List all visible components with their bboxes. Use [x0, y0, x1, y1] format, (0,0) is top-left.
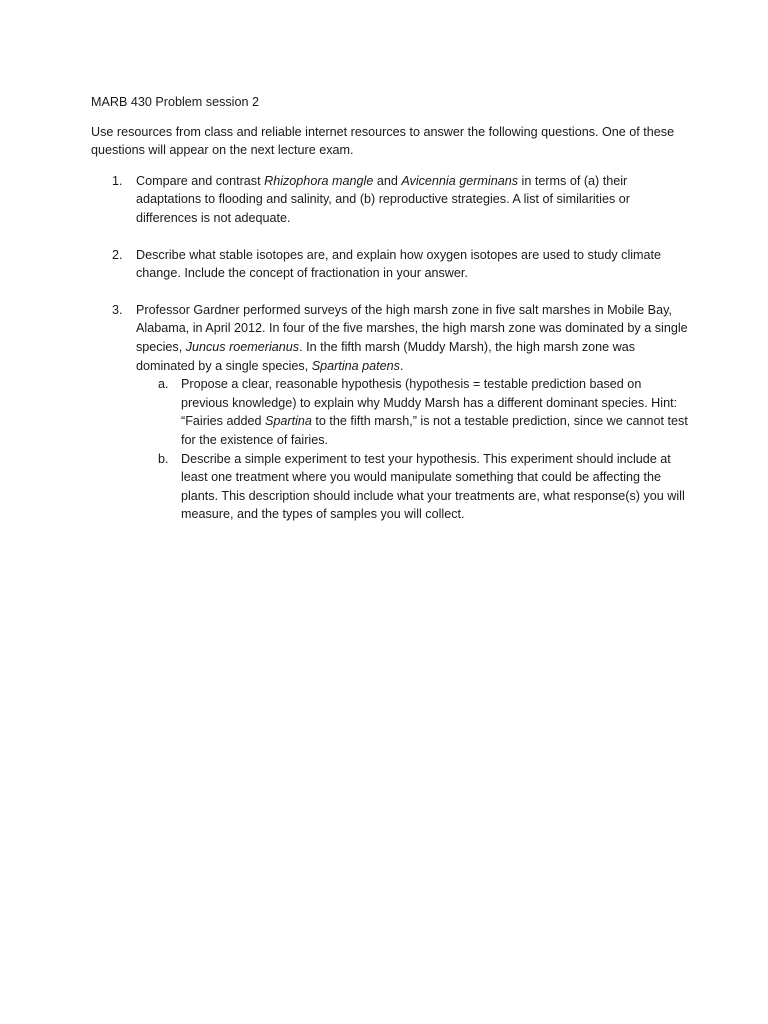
question-text: Compare and contrast Rhizophora mangle and Avicennia germinans in terms of (a) their adaptations to flooding and salinity, and (b) reproductive strategies. A list of similarities or differences is not adequate. [136, 173, 630, 225]
species-name: Rhizophora mangle [264, 173, 374, 188]
subquestion-list [136, 375, 691, 524]
question-item [91, 246, 691, 283]
species-name: Juncus roemerianus [185, 339, 300, 354]
question-text: Describe what stable isotopes are, and explain how oxygen isotopes are used to study climate change. Include the concept of fractionation in your answer. [136, 247, 662, 281]
question-text: Professor Gardner performed surveys of the high marsh zone in five salt marshes in Mobile Bay, Alabama, in April 2012. In four of the five marshes, the high marsh zone was dominated by a single species, Juncus roemerianus. In the fifth marsh (Muddy Marsh), the high marsh zone was dominated by a single species, Spartina patens. [136, 302, 688, 373]
species-name: Avicennia germinans [401, 173, 519, 188]
subquestion-letter: b. [158, 451, 169, 466]
document-content [91, 93, 691, 542]
question-list [91, 172, 691, 524]
species-name: Spartina patens [311, 358, 400, 373]
question-item [91, 172, 691, 228]
subquestion-item [136, 450, 691, 524]
question-number: 2. [112, 247, 123, 262]
question-number: 1. [112, 173, 123, 188]
question-item [91, 301, 691, 524]
subquestion-item [136, 375, 691, 449]
question-number: 3. [112, 302, 123, 317]
species-name: Spartina [265, 414, 312, 429]
document-title: MARB 430 Problem session 2 [91, 95, 259, 109]
subquestion-letter: a. [158, 377, 169, 392]
subquestion-text: Propose a clear, reasonable hypothesis (hypothesis = testable prediction based on previous knowledge) to explain why Muddy Marsh has a different dominant species. Hint: “Fairies added Spartina to the fifth marsh,” is not a testable prediction, since we cannot test for the existence of fairies. [181, 377, 688, 447]
subquestion-text: Describe a simple experiment to test your hypothesis. This experiment should include at least one treatment where you would manipulate something that could be affecting the plants. This description should include what your treatments are, what response(s) you will measure, and the types of samples you will collect. [181, 451, 685, 522]
instructions-paragraph: Use resources from class and reliable internet resources to answer the following questions. One of these questions will appear on the next lecture exam. [91, 124, 675, 158]
